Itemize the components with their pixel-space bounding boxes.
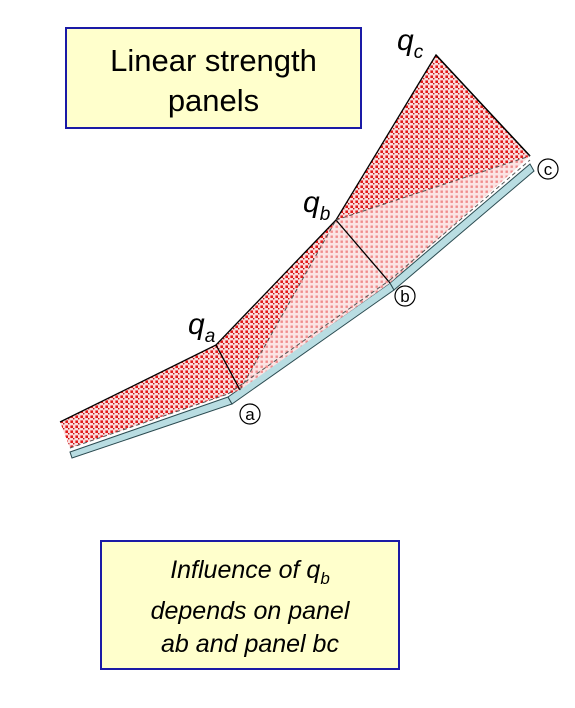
node-a (240, 404, 260, 424)
svg-text:a: a (245, 405, 255, 424)
strength-region-left (60, 345, 240, 448)
title-box (65, 27, 362, 129)
node-c (538, 159, 558, 179)
caption-box (100, 540, 400, 670)
label-qb: qb (303, 186, 331, 225)
title-line-2: panels (167, 83, 260, 118)
caption-line-2: depends on panel (150, 597, 350, 625)
svg-text:b: b (400, 287, 410, 306)
node-b (395, 286, 415, 306)
svg-text:c: c (543, 160, 553, 179)
label-qc: qc (397, 24, 424, 63)
caption-line-3: ab and panel bc (161, 630, 339, 658)
label-qa: qa (188, 308, 216, 347)
caption-line-1: Influence of $q_b$ (170, 556, 330, 588)
title-line-1: Linear strength (110, 43, 317, 78)
